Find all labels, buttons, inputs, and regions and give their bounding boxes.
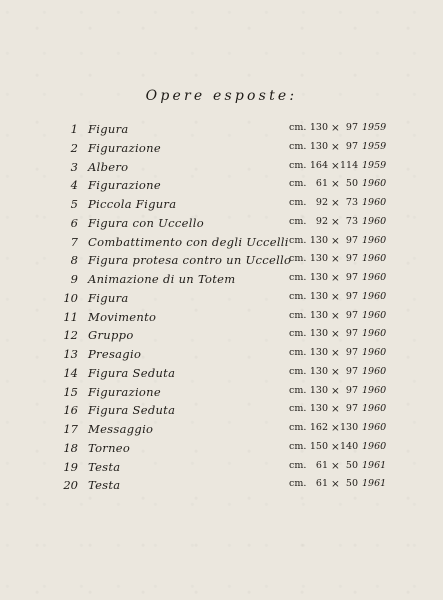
dimension-separator: × [331,272,340,284]
work-width: 164 [309,159,328,171]
work-number: 7 [70,234,78,249]
work-number: 2 [70,140,78,155]
work-year: 1961 [362,459,387,471]
dimension-separator: × [331,309,340,322]
work-number: 20 [63,478,78,493]
work-number: 14 [63,365,78,380]
work-title: Figurazione [88,384,161,399]
dimension-separator: × [331,253,340,266]
work-unit: cm. [289,159,307,171]
dimension-separator: × [331,290,340,303]
work-year: 1961 [362,478,387,490]
work-title: Figura [88,122,129,136]
work-height: 97 [345,234,358,246]
work-width: 150 [309,440,328,452]
work-year: 1959 [362,159,387,171]
work-height: 73 [345,197,358,208]
work-year: 1960 [362,272,387,283]
work-unit: cm. [289,215,307,227]
dimension-separator: × [331,122,340,134]
work-unit: cm. [289,365,307,377]
work-year: 1960 [362,384,387,396]
work-title: Figura [88,290,129,305]
work-unit: cm. [289,478,307,490]
work-width: 130 [309,309,328,321]
work-year: 1959 [362,122,387,133]
work-row [0,328,443,347]
work-row [0,216,443,235]
work-height: 97 [345,328,358,340]
work-row [0,272,443,291]
work-year: 1960 [362,197,387,208]
work-width: 92 [315,215,328,227]
work-unit: cm. [289,122,307,133]
work-title: Figura Seduta [88,403,176,418]
work-row [0,310,443,329]
dimension-separator: × [331,384,340,397]
work-width: 61 [315,178,328,190]
work-year: 1960 [362,365,387,377]
work-unit: cm. [289,140,307,152]
work-year: 1960 [362,253,387,265]
work-unit: cm. [289,347,307,358]
work-title: Animazione di un Totem [88,272,236,286]
work-row [0,403,443,422]
work-year: 1960 [362,347,387,358]
dimension-separator: × [331,365,340,378]
work-unit: cm. [289,178,307,190]
work-year: 1959 [362,140,387,152]
work-width: 130 [309,253,328,265]
work-row [0,235,443,254]
work-width: 130 [309,272,328,283]
work-width: 130 [309,328,328,340]
work-height: 97 [345,290,358,302]
work-year: 1960 [362,178,387,190]
work-unit: cm. [289,440,307,452]
work-width: 130 [309,140,328,152]
work-unit: cm. [289,309,307,321]
work-row [0,291,443,310]
dimension-separator: × [331,197,340,209]
work-year: 1960 [362,290,387,302]
work-width: 130 [309,122,328,133]
work-title: Figura protesa contro un Uccello [88,253,292,268]
work-row [0,141,443,160]
work-height: 97 [345,253,358,265]
work-year: 1960 [362,234,387,246]
dimension-separator: × [331,234,340,247]
work-year: 1960 [362,328,387,340]
work-title: Movimento [88,309,157,324]
work-number: 3 [70,159,78,174]
work-height: 97 [345,403,358,415]
work-year: 1960 [362,309,387,321]
dimension-separator: × [331,459,340,472]
work-height: 50 [345,459,358,471]
work-row [0,253,443,272]
dimension-separator: × [331,403,340,416]
work-row [0,460,443,479]
work-height: 97 [345,140,358,152]
work-number: 10 [63,290,78,305]
work-unit: cm. [289,459,307,471]
work-height: 97 [345,272,358,283]
work-title: Piccola Figura [88,197,177,211]
work-width: 130 [309,365,328,377]
work-year: 1960 [362,403,387,415]
work-number: 11 [63,309,78,324]
work-height: 50 [345,178,358,190]
work-row [0,385,443,404]
work-unit: cm. [289,403,307,415]
work-number: 12 [63,328,78,343]
work-height: 114 [340,159,359,171]
work-title: Presagio [88,347,142,361]
work-title: Gruppo [88,328,134,343]
work-unit: cm. [289,272,307,283]
work-unit: cm. [289,197,307,208]
work-height: 140 [340,440,359,452]
dimension-separator: × [331,328,340,341]
work-row [0,422,443,441]
work-number: 17 [63,422,78,436]
work-number: 9 [70,272,78,286]
work-unit: cm. [289,328,307,340]
work-number: 19 [63,459,78,474]
work-number: 4 [70,178,78,193]
work-title: Figura con Uccello [88,215,204,230]
work-width: 130 [309,347,328,358]
work-width: 130 [309,403,328,415]
dimension-separator: × [331,178,340,191]
work-unit: cm. [289,253,307,265]
work-unit: cm. [289,384,307,396]
work-title: Torneo [88,440,131,455]
work-unit: cm. [289,234,307,246]
work-width: 92 [315,197,328,208]
work-height: 97 [345,347,358,358]
work-number: 16 [63,403,78,418]
work-height: 130 [340,422,359,433]
work-title: Figura Seduta [88,365,176,380]
dimension-separator: × [331,347,340,359]
work-height: 97 [345,309,358,321]
work-width: 130 [309,384,328,396]
work-width: 61 [315,478,328,490]
work-year: 1960 [362,215,387,227]
dimension-separator: × [331,140,340,153]
work-title: Testa [88,459,121,474]
work-row [0,347,443,366]
work-width: 162 [309,422,328,433]
work-title: Albero [88,159,129,174]
work-height: 97 [345,122,358,133]
page-title: Opere esposte: [145,88,298,104]
work-title: Combattimento con degli Uccelli [88,234,289,249]
work-height: 97 [345,365,358,377]
work-width: 130 [309,234,328,246]
work-number: 5 [70,197,78,211]
work-number: 1 [70,122,78,136]
work-width: 61 [315,459,328,471]
work-unit: cm. [289,290,307,302]
dimension-separator: × [331,422,340,434]
work-row [0,178,443,197]
work-year: 1960 [362,422,387,433]
dimension-separator: × [331,215,340,228]
work-row [0,122,443,141]
work-row [0,441,443,460]
work-title: Testa [88,478,121,493]
work-number: 15 [63,384,78,399]
dimension-separator: × [331,159,340,172]
dimension-separator: × [331,440,340,453]
work-width: 130 [309,290,328,302]
work-title: Figurazione [88,178,161,193]
work-height: 50 [345,478,358,490]
work-number: 13 [63,347,78,361]
work-row [0,160,443,179]
work-row [0,366,443,385]
work-number: 18 [63,440,78,455]
work-title: Figurazione [88,140,161,155]
work-row [0,478,443,497]
work-title: Messaggio [88,422,154,436]
dimension-separator: × [331,478,340,491]
work-height: 73 [345,215,358,227]
work-number: 8 [70,253,78,268]
work-year: 1960 [362,440,387,452]
work-row [0,197,443,216]
work-unit: cm. [289,422,307,433]
work-height: 97 [345,384,358,396]
work-number: 6 [70,215,78,230]
